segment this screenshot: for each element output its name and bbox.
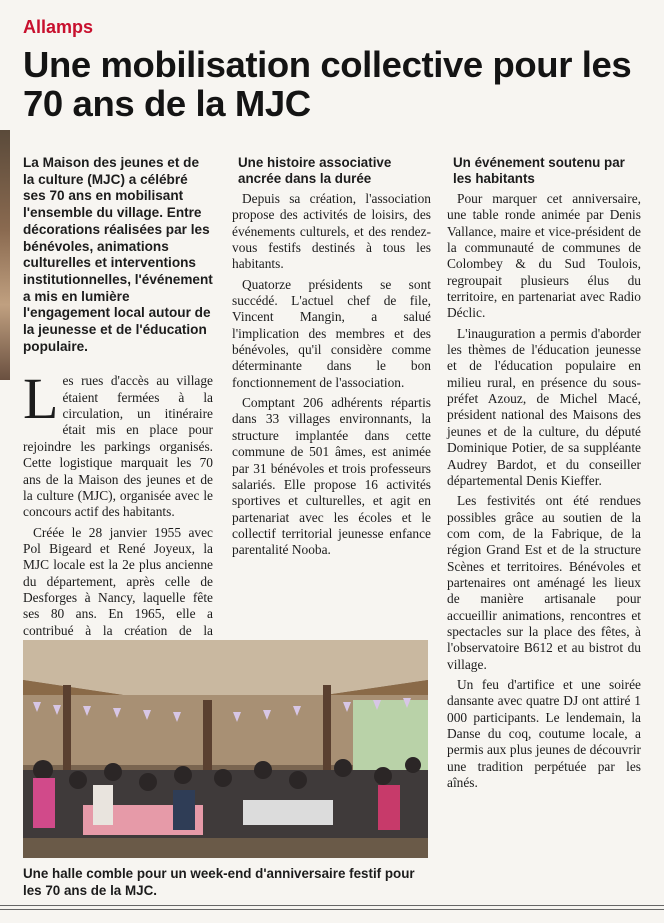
lead-paragraph <box>23 366 213 520</box>
article-column-2 <box>232 155 431 563</box>
photo-caption: Une halle comble pour un week-end d'anniversaire festif pour les 70 ans de la MJC. <box>23 866 415 898</box>
body-paragraph-festivities: Les festivités ont été rendues possibles grâce au soutien de la com com, de la Fabrique, de la région Grand Est et de la structure Scènes et territoires. Bénévoles et partenaires ont aménagé les lieux de manière artisanale pour accueillir animations, rencontres et spectacles sur la place des fêtes, à l'observatoire B612 et au bistrot du village. <box>447 493 641 672</box>
subhead-event: Un événement soutenu par les habitants <box>453 155 625 186</box>
rule-line <box>0 909 664 910</box>
lead-text: es rues d'accès au village étaient fermées à la circulation, un itinéraire était mis en place pour rejoindre les parkings organisés. Cette logistique marquait les 70 ans de la Maison des jeunes et de la culture (MJC), organisée avec le concours actif des habitants. <box>23 373 213 520</box>
page-bottom-rules <box>0 905 664 913</box>
body-paragraph-members: Comptant 206 adhérents répartis dans 33 villages environnants, la structure implantée dans cette commune de 501 âmes, est animée par 31 bénévoles et trois professeurs salariés. Elle propose 16 activités sportives et culturelles, et agit en partenariat avec les écoles et le collectif territorial jeunesse enfance parentalité Nooba. <box>232 395 431 558</box>
festive-hall-photo <box>23 640 428 858</box>
adjacent-article-edge <box>0 0 12 923</box>
body-paragraph-inauguration: L'inauguration a permis d'aborder les thèmes de l'éducation jeunesse et de l'éducation populaire en milieu rural, en présence du sous-préfet Azouz, de Michel Macé, président national des Maisons des jeunes et de la culture, du député Dominique Potier, de sa suppléante Audrey Bardot, et du conseiller départemental Denis Kieffer. <box>447 325 641 488</box>
body-paragraph-fireworks: Un feu d'artifice et une soirée dansante avec quatre DJ ont attiré 1 000 participants. Le lendemain, la Danse du coq, coutume locale, a permis aux plus jeunes de découvrir une tradition perpétuée par les aînés. <box>447 676 641 791</box>
rule-line <box>0 905 664 906</box>
adjacent-photo-edge <box>0 130 10 380</box>
body-paragraph-roundtable: Pour marquer cet anniversaire, une table ronde animée par Denis Vallance, maire et vice-président de la communauté de communes de Colombey & du Sud Toulois, regroupait plusieurs élus du territoire, en partenariat avec Radio Déclic. <box>447 191 641 321</box>
article-lead <box>23 366 213 520</box>
article-kicker: Allamps <box>23 17 94 37</box>
drop-cap: L <box>23 366 59 432</box>
body-paragraph-history: Créée le 28 janvier 1955 avec Pol Bigeard et René Joyeux, la MJC locale est la 2e plus ancienne du département, après celle de Desforges à Nancy, laquelle fête ses 80 ans. En 1965, elle a contribué à la création de la <box>23 524 213 638</box>
article-column-1 <box>23 155 213 645</box>
photo-illustration <box>23 640 428 858</box>
article-headline: Une mobilisation collective pour les 70 ans de la MJC <box>23 44 632 124</box>
body-paragraph-activities: Depuis sa création, l'association propose des activités de loisirs, des événements culturels, et des rendez-vous festifs destinés à tous les habitants. <box>232 191 431 272</box>
subhead-history: Une histoire associative ancrée dans la durée <box>238 155 392 186</box>
article-column-3 <box>447 155 641 795</box>
article-chapo: La Maison des jeunes et de la culture (MJC) a célébré ses 70 ans en mobilisant l'ensemble du village. Entre décorations réalisées par les bénévoles, animations culturelles et interventions institutionnelles, l'événement a mis en lumière l'engagement local autour de la jeunesse et de l'éducation populaire. <box>23 155 213 354</box>
body-paragraph-presidents: Quatorze présidents se sont succédé. L'actuel chef de file, Vincent Mangin, a salué l'implication des membres et des bénévoles, qu'il considère comme déterminante dans le bon fonctionnement de l'association. <box>232 276 431 390</box>
